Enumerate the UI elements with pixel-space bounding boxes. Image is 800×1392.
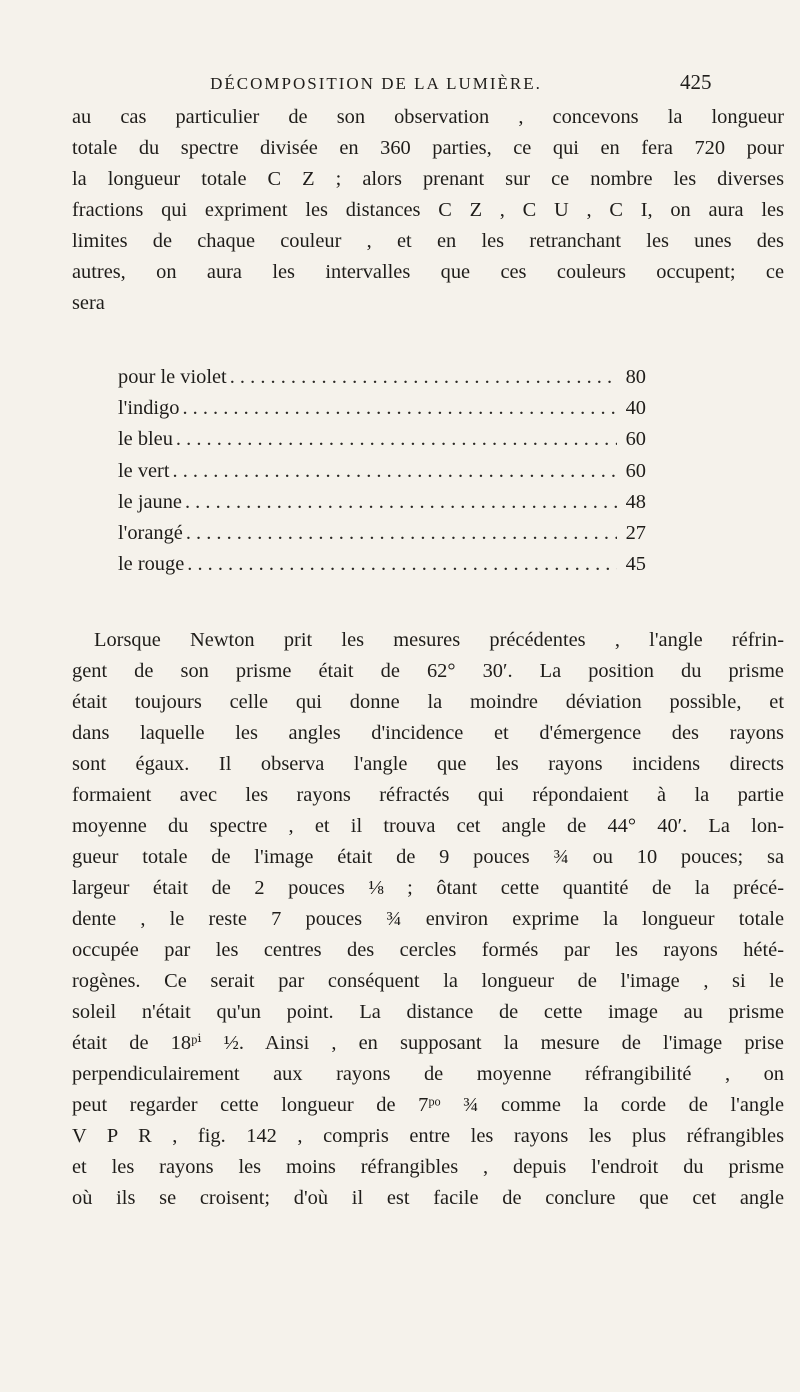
row-value: 60 [625, 459, 646, 482]
row-value: 40 [625, 397, 646, 420]
text-line: limites de chaque couleur , et en les retranchant les unes des [72, 230, 784, 252]
row-label: l'orangé [118, 521, 183, 544]
row-value: 27 [625, 521, 646, 544]
row-label: le vert [118, 459, 170, 482]
text-line: dans laquelle les angles d'incidence et d'émergence des rayons [72, 722, 784, 744]
row-label: le rouge [118, 553, 185, 576]
running-head: DÉCOMPOSITION DE LA LUMIÈRE. [210, 74, 542, 93]
text-line: était toujours celle qui donne la moindre déviation possible, et [72, 691, 784, 713]
text-line: fractions qui expriment les distances C Z , C U , C I, on aura les [72, 199, 784, 221]
text-line: totale du spectre divisée en 360 parties, ce qui en fera 720 pour [72, 137, 784, 159]
table-row-indigo [118, 393, 646, 424]
text-line: perpendiculairement aux rayons de moyenne réfrangibilité , on [72, 1063, 784, 1085]
text-line: rogènes. Ce serait par conséquent la longueur de l'image , si le [72, 970, 784, 992]
dot-leader [176, 424, 617, 455]
dot-leader [173, 456, 617, 487]
text-line: autres, on aura les intervalles que ces couleurs occupent; ce [72, 261, 784, 283]
table-row-green [118, 456, 646, 487]
color-interval-table [118, 362, 646, 580]
table-row-violet [118, 362, 646, 393]
text-line: moyenne du spectre , et il trouva cet angle de 44° 40′. La lon- [72, 815, 784, 837]
text-line: sera [72, 292, 105, 314]
text-line: dente , le reste 7 pouces ¾ environ exprime la longueur totale [72, 908, 784, 930]
row-value: 48 [625, 490, 646, 513]
paragraph-newton-measurements [72, 625, 784, 1214]
table-row-orange [118, 518, 646, 549]
row-label: le jaune [118, 490, 182, 513]
text-line: sont égaux. Il observa l'angle que les rayons incidens directs [72, 753, 784, 775]
text-line: Lorsque Newton prit les mesures précédentes , l'angle réfrin- [94, 629, 784, 651]
text-line: formaient avec les rayons réfractés qui répondaient à la partie [72, 784, 784, 806]
text-line: au cas particulier de son observation , concevons la longueur [72, 106, 784, 128]
dot-leader [185, 487, 617, 518]
dot-leader [230, 362, 617, 393]
text-line: où ils se croisent; d'où il est facile de conclure que cet angle [72, 1187, 784, 1209]
text-line: gueur totale de l'image était de 9 pouces ¾ ou 10 pouces; sa [72, 846, 784, 868]
text-line: était de 18ᵖⁱ ½. Ainsi , en supposant la mesure de l'image prise [72, 1032, 784, 1054]
row-label: pour le violet [118, 366, 227, 388]
dot-leader [187, 549, 617, 580]
text-line: V P R , fig. 142 , compris entre les rayons les plus réfrangibles [72, 1125, 784, 1147]
row-label: le bleu [118, 428, 173, 451]
text-line: occupée par les centres des cercles formés par les rayons hété- [72, 939, 784, 961]
page-number: 425 [680, 70, 712, 94]
row-value: 60 [625, 428, 646, 451]
text-line: la longueur totale C Z ; alors prenant sur ce nombre les diverses [72, 168, 784, 190]
text-line: et les rayons les moins réfrangibles , depuis l'endroit du prisme [72, 1156, 784, 1178]
table-row-blue [118, 424, 646, 455]
text-line: soleil n'était qu'un point. La distance de cette image au prisme [72, 1001, 784, 1023]
dot-leader [186, 518, 617, 549]
table-row-red [118, 549, 646, 580]
text-line: gent de son prisme était de 62° 30′. La position du prisme [72, 660, 784, 682]
row-label: l'indigo [118, 397, 180, 420]
text-line: largeur était de 2 pouces ⅛ ; ôtant cette quantité de la précé- [72, 877, 784, 899]
row-value: 45 [625, 553, 646, 576]
dot-leader [182, 393, 617, 424]
text-line: peut regarder cette longueur de 7ᵖᵒ ¾ comme la corde de l'angle [72, 1094, 784, 1116]
paragraph-spectrum-division [72, 102, 784, 319]
row-value: 80 [625, 366, 646, 388]
table-row-yellow [118, 487, 646, 518]
